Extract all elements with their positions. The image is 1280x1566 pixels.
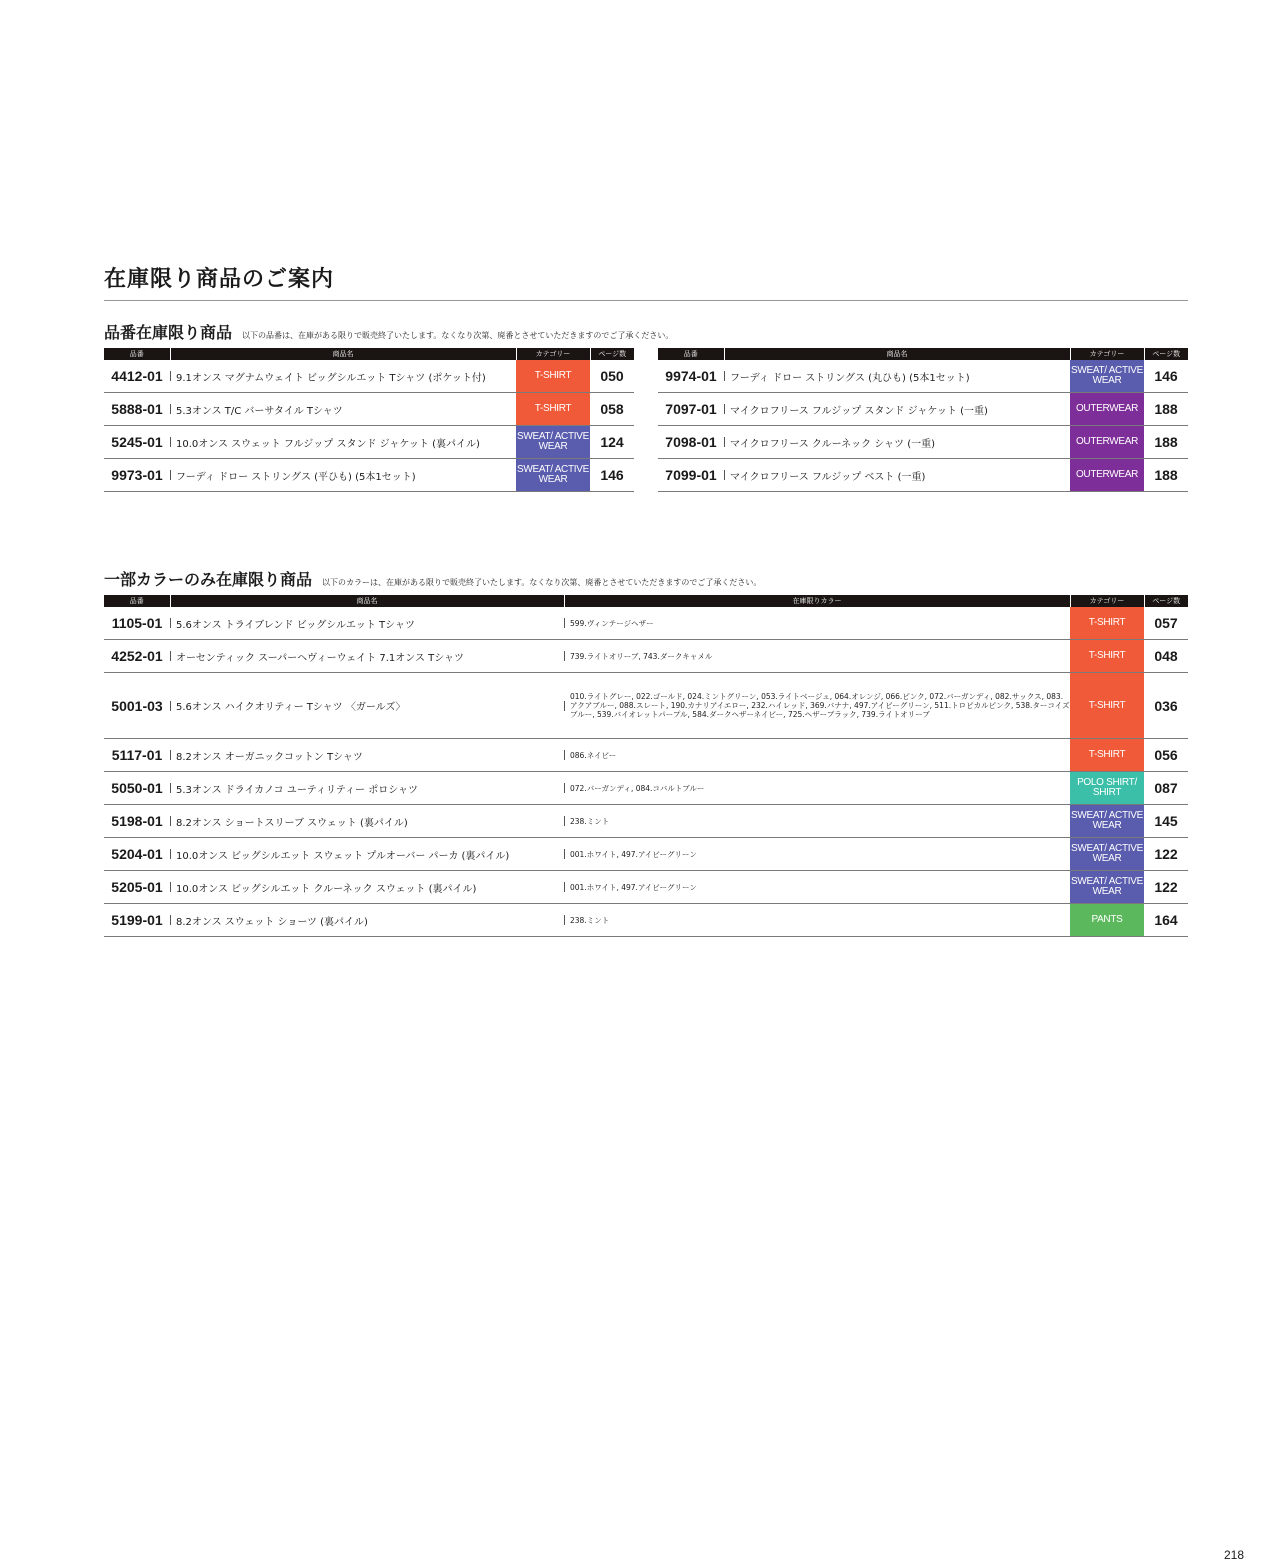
table-row: [658, 459, 1188, 492]
table-row: [658, 393, 1188, 426]
page-ref: 122: [1144, 838, 1188, 871]
limited-colors: 086.ネイビー: [564, 739, 1070, 772]
limited-colors: 238.ミント: [564, 805, 1070, 838]
page-ref: 050: [590, 360, 634, 393]
table-row: [104, 739, 1188, 772]
product-name: 10.0オンス ビッグシルエット クルーネック スウェット (裏パイル): [170, 871, 564, 904]
page-ref: 146: [1144, 360, 1188, 393]
product-code: 5001-03: [104, 673, 170, 739]
section2-note: 以下のカラーは、在庫がある限りで販売終了いたします。なくなり次第、廃番とさせていただきますのでご了承ください。: [322, 578, 762, 587]
table-row: [104, 607, 1188, 640]
product-code: 5117-01: [104, 739, 170, 772]
table-row: [104, 393, 634, 426]
product-code: 5888-01: [104, 393, 170, 426]
category-badge: T-SHIRT: [1070, 640, 1144, 673]
page-ref: 188: [1144, 459, 1188, 492]
product-name: フーディ ドロー ストリングス (丸ひも) (5本1セット): [724, 360, 1070, 393]
product-name: 10.0オンス スウェット フルジップ スタンド ジャケット (裏パイル): [170, 426, 516, 459]
product-name: 5.3オンス ドライカノコ ユーティリティー ポロシャツ: [170, 772, 564, 805]
header-page: ページ数: [590, 348, 634, 360]
page-number: 218: [1224, 1548, 1245, 1562]
category-badge: SWEAT/ ACTIVE WEAR: [1070, 360, 1144, 393]
category-badge: SWEAT/ ACTIVE WEAR: [516, 426, 590, 459]
header-code: 品番: [104, 595, 170, 607]
product-code: 1105-01: [104, 607, 170, 640]
product-code: 5205-01: [104, 871, 170, 904]
product-name: 10.0オンス ビッグシルエット スウェット プルオーバー パーカ (裏パイル): [170, 838, 564, 871]
product-name: 8.2オンス オーガニックコットン Tシャツ: [170, 739, 564, 772]
table-row: [104, 838, 1188, 871]
limited-colors: 001.ホワイト, 497.アイビーグリーン: [564, 871, 1070, 904]
page-ref: 056: [1144, 739, 1188, 772]
table-row: [104, 772, 1188, 805]
table-row: [104, 640, 1188, 673]
product-name: 8.2オンス ショートスリーブ スウェット (裏パイル): [170, 805, 564, 838]
page-ref: 124: [590, 426, 634, 459]
section1-heading-row: [104, 320, 673, 343]
category-badge: T-SHIRT: [1070, 739, 1144, 772]
table-row: [104, 904, 1188, 937]
table-row: [104, 426, 634, 459]
page-ref: 048: [1144, 640, 1188, 673]
page-ref: 058: [590, 393, 634, 426]
category-badge: OUTERWEAR: [1070, 426, 1144, 459]
category-badge: T-SHIRT: [516, 393, 590, 426]
section2-heading-row: [104, 567, 761, 590]
product-code: 7098-01: [658, 426, 724, 459]
header-category: カテゴリー: [1070, 595, 1144, 607]
product-name: 5.3オンス T/C バーサタイル Tシャツ: [170, 393, 516, 426]
table-row: [104, 871, 1188, 904]
limited-colors: 599.ヴィンテージヘザー: [564, 607, 1070, 640]
table-row: [658, 426, 1188, 459]
product-code: 9974-01: [658, 360, 724, 393]
header-category: カテゴリー: [1070, 348, 1144, 360]
product-code: 5199-01: [104, 904, 170, 937]
header-name: 商品名: [170, 595, 564, 607]
product-code: 5204-01: [104, 838, 170, 871]
category-badge: T-SHIRT: [1070, 607, 1144, 640]
header-page: ページ数: [1144, 595, 1188, 607]
product-name: マイクロフリース フルジップ ベスト (一重): [724, 459, 1070, 492]
product-name: 5.6オンス トライブレンド ビッグシルエット Tシャツ: [170, 607, 564, 640]
page-ref: 146: [590, 459, 634, 492]
header-page: ページ数: [1144, 348, 1188, 360]
category-badge: OUTERWEAR: [1070, 459, 1144, 492]
product-code: 5245-01: [104, 426, 170, 459]
page-ref: 036: [1144, 673, 1188, 739]
product-code: 4412-01: [104, 360, 170, 393]
section2-table: [104, 595, 1188, 937]
limited-colors: 010.ライトグレー, 022.ゴールド, 024.ミントグリーン, 053.ライトベージュ, 064.オレンジ, 066.ピンク, 072.バーガンディ, 082.サックス, 083.アクアブルー, 088.スレート, 190.カナリアイエロー, 232.ハイレッド, 369.バナナ, 497.アイビーグリーン, 511.トロピカルピンク, 538.ターコイズブルー, 539.バイオレットパープル, 584.ダークヘザーネイビー, 725.ヘザーブラック, 739.ライトオリーブ: [564, 673, 1070, 739]
header-category: カテゴリー: [516, 348, 590, 360]
section2-heading: 一部カラーのみ在庫限り商品: [104, 570, 313, 589]
category-badge: T-SHIRT: [516, 360, 590, 393]
product-name: 5.6オンス ハイクオリティー Tシャツ 〈ガールズ〉: [170, 673, 564, 739]
product-name: オーセンティック スーパーヘヴィーウェイト 7.1オンス Tシャツ: [170, 640, 564, 673]
section1-right-table: [658, 348, 1188, 492]
limited-colors: 739.ライトオリーブ, 743.ダークキャメル: [564, 640, 1070, 673]
section1-note: 以下の品番は、在庫がある限りで販売終了いたします。なくなり次第、廃番とさせていただきますのでご了承ください。: [242, 331, 674, 340]
limited-colors: 072.バーガンディ, 084.コバルトブルー: [564, 772, 1070, 805]
category-badge: PANTS: [1070, 904, 1144, 937]
header-code: 品番: [658, 348, 724, 360]
product-name: マイクロフリース クルーネック シャツ (一重): [724, 426, 1070, 459]
product-name: フーディ ドロー ストリングス (平ひも) (5本1セット): [170, 459, 516, 492]
page-ref: 087: [1144, 772, 1188, 805]
page-ref: 164: [1144, 904, 1188, 937]
section1-left-table: [104, 348, 634, 492]
page-ref: 122: [1144, 871, 1188, 904]
limited-colors: 001.ホワイト, 497.アイビーグリーン: [564, 838, 1070, 871]
section1-heading: 品番在庫限り商品: [104, 323, 233, 342]
table-row: [104, 360, 634, 393]
header-code: 品番: [104, 348, 170, 360]
product-name: マイクロフリース フルジップ スタンド ジャケット (一重): [724, 393, 1070, 426]
product-code: 7097-01: [658, 393, 724, 426]
page-title: 在庫限り商品のご案内: [104, 267, 335, 292]
page-ref: 145: [1144, 805, 1188, 838]
title-divider: [104, 300, 1188, 301]
product-code: 5198-01: [104, 805, 170, 838]
product-code: 4252-01: [104, 640, 170, 673]
product-code: 7099-01: [658, 459, 724, 492]
product-code: 9973-01: [104, 459, 170, 492]
table-row: [104, 673, 1188, 739]
category-badge: SWEAT/ ACTIVE WEAR: [516, 459, 590, 492]
category-badge: SWEAT/ ACTIVE WEAR: [1070, 805, 1144, 838]
limited-colors: 238.ミント: [564, 904, 1070, 937]
table-row: [104, 459, 634, 492]
category-badge: SWEAT/ ACTIVE WEAR: [1070, 871, 1144, 904]
page-ref: 188: [1144, 426, 1188, 459]
table-row: [658, 360, 1188, 393]
category-badge: T-SHIRT: [1070, 673, 1144, 739]
product-code: 5050-01: [104, 772, 170, 805]
category-badge: POLO SHIRT/ SHIRT: [1070, 772, 1144, 805]
page-ref: 057: [1144, 607, 1188, 640]
page-ref: 188: [1144, 393, 1188, 426]
category-badge: SWEAT/ ACTIVE WEAR: [1070, 838, 1144, 871]
header-name: 商品名: [724, 348, 1070, 360]
product-name: 9.1オンス マグナムウェイト ビッグシルエット Tシャツ (ポケット付): [170, 360, 516, 393]
table-row: [104, 805, 1188, 838]
header-colors: 在庫限りカラー: [564, 595, 1070, 607]
header-name: 商品名: [170, 348, 516, 360]
category-badge: OUTERWEAR: [1070, 393, 1144, 426]
product-name: 8.2オンス スウェット ショーツ (裏パイル): [170, 904, 564, 937]
